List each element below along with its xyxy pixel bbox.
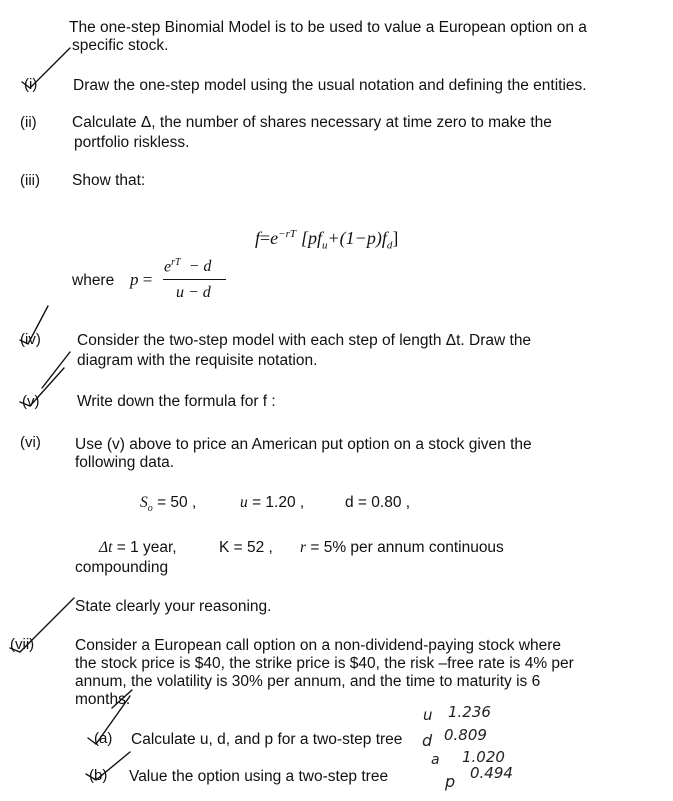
handwritten-a: a: [431, 752, 440, 768]
item-vii-line-2: the stock price is $40, the strike price is $40, the risk –free rate is 4% per: [75, 655, 574, 672]
item-i-label: (i): [24, 76, 38, 93]
check-mark-iv-tail: [42, 352, 70, 388]
item-vi-line-2: following data.: [75, 454, 175, 471]
handwritten-u: u: [423, 706, 433, 724]
item-v-text: Write down the formula for f :: [77, 393, 276, 410]
handwritten-d-value: 0.809: [444, 726, 487, 744]
item-vii-line-1: Consider a European call option on a non-dividend-paying stock where: [75, 637, 561, 654]
p-numerator: $e^{rT} - d$: [164, 257, 212, 276]
data-k: K = 52 ,: [219, 539, 273, 556]
data-dt: Δt = 1 year,: [99, 539, 177, 556]
handwritten-u-value: 1.236: [448, 703, 491, 721]
item-iv-label: (iv): [20, 331, 41, 348]
where-label: where: [72, 272, 115, 289]
fraction-bar: [163, 279, 226, 280]
subitem-a-text: Calculate u, d, and p for a two-step tree: [131, 731, 403, 748]
valuation-formula: $f=e^{-rT}$ $[pf_u+(1-p)f_d]$: [255, 228, 399, 252]
item-ii-label: (ii): [20, 114, 37, 131]
item-vii-label: (vii): [10, 636, 35, 653]
data-r: r = 5% per annum continuous: [300, 539, 504, 556]
item-vii-line-4: months.: [75, 691, 131, 708]
reasoning-text: State clearly your reasoning.: [75, 598, 272, 615]
item-iv-line-1: Consider the two-step model with each step of length Δt. Draw the: [77, 332, 532, 349]
item-ii-line-1: Calculate Δ, the number of shares necessary at time zero to make the: [72, 114, 552, 131]
subitem-b-text: Value the option using a two-step tree: [129, 768, 389, 785]
item-vii-line-3: annum, the volatility is 30% per annum, and the time to maturity is 6: [75, 673, 541, 690]
subitem-b-label: (b): [89, 767, 108, 784]
handwritten-a-value: 1.020: [462, 748, 505, 766]
data-d: d = 0.80 ,: [345, 494, 411, 511]
item-vi-label: (vi): [20, 434, 41, 451]
p-definition: p =: [130, 270, 153, 289]
data-u: u = 1.20 ,: [240, 494, 305, 511]
handwritten-p-value: 0.494: [470, 764, 513, 782]
intro-line-1: The one-step Binomial Model is to be used to value a European option on a: [69, 19, 587, 36]
item-v-label: (v): [22, 393, 40, 410]
item-ii-line-2: portfolio riskless.: [74, 134, 190, 151]
item-iii-label: (iii): [20, 172, 40, 189]
data-s0: $S_o = 50$ ,: [140, 494, 197, 515]
handwritten-p: p: [445, 772, 456, 791]
intro-line-2: specific stock.: [72, 37, 169, 54]
item-i-text: Draw the one-step model using the usual notation and defining the entities.: [73, 77, 587, 94]
item-vi-line-1: Use (v) above to price an American put option on a stock given the: [75, 436, 532, 453]
item-iv-line-2: diagram with the requisite notation.: [77, 352, 318, 369]
p-denominator: u − d: [176, 284, 211, 301]
data-compounding: compounding: [75, 559, 169, 576]
item-iii-text: Show that:: [72, 172, 146, 189]
handwritten-d: d: [422, 731, 433, 750]
subitem-a-label: (a): [94, 730, 113, 747]
